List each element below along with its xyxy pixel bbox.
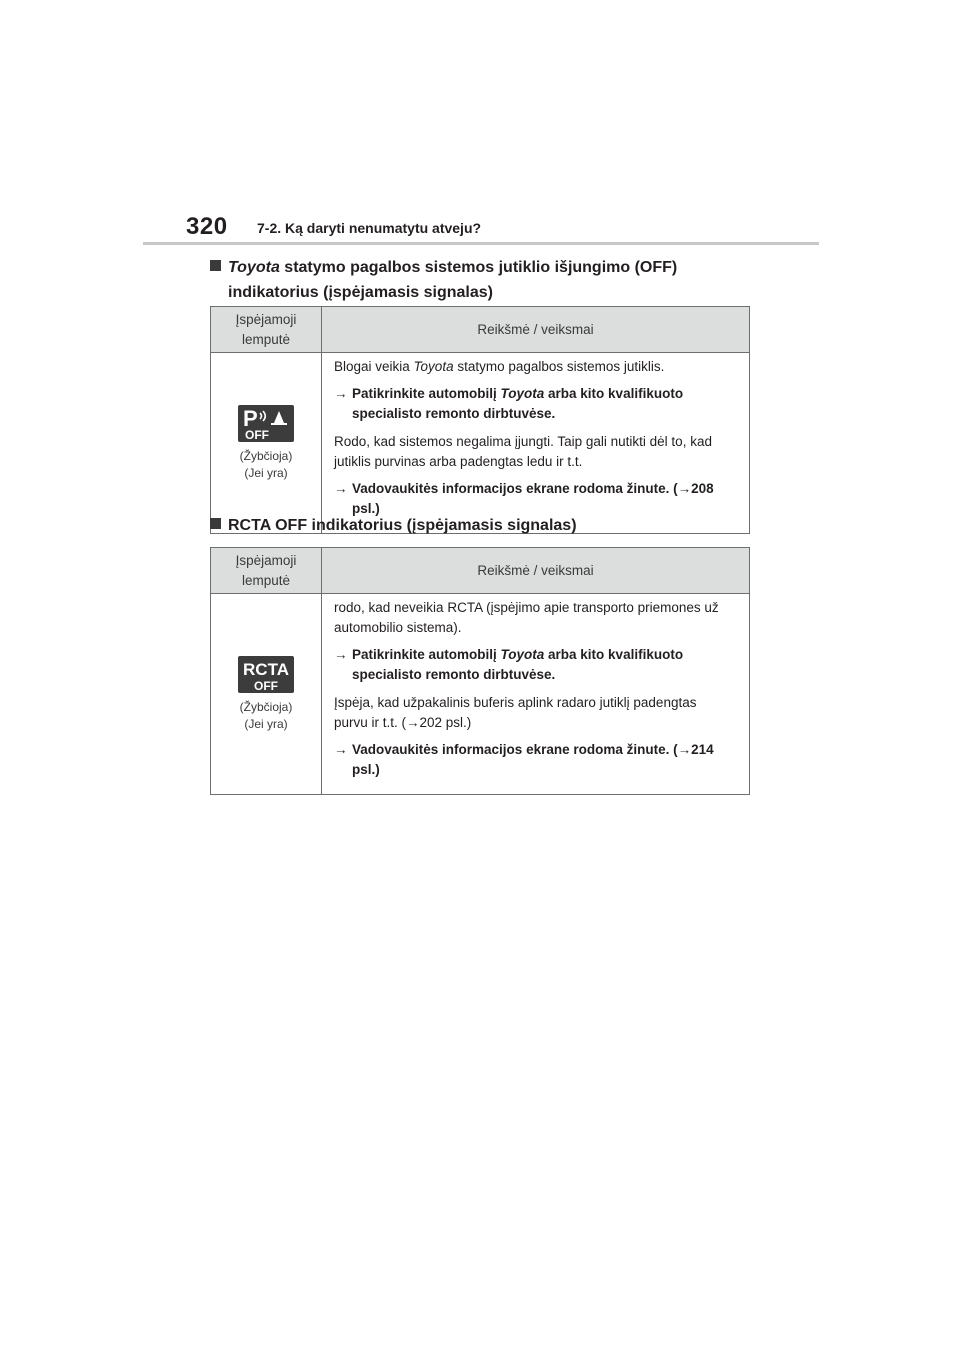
warning-table-rcta — [210, 547, 750, 795]
lamp-cell — [211, 353, 322, 534]
text-part: rodo, kad neveikia RCTA (įspėjimo apie transporto priemones už — [334, 600, 719, 615]
brand-text: Toyota — [500, 647, 545, 662]
column-header-lamp — [211, 307, 322, 353]
parking-letter: P — [243, 405, 258, 431]
title-text: RCTA OFF indikatorius (įspėjamasis signalas) — [228, 517, 577, 534]
column-header-meaning: Reikšmė / veiksmai — [322, 307, 750, 353]
header-divider — [143, 242, 819, 245]
title-brand: Toyota — [228, 259, 280, 276]
column-header-lamp-line2: lemputė — [241, 331, 291, 347]
action-item — [334, 645, 743, 685]
arrow-right-icon: → — [334, 742, 348, 757]
action-item — [334, 384, 743, 424]
text-part: Vadovaukitės informacijos ekrane rodoma žinute. ( — [352, 742, 678, 757]
meaning-cell — [322, 353, 750, 534]
rcta-off-icon — [238, 656, 294, 693]
page-ref-arrow-icon: → — [677, 742, 692, 757]
column-header-lamp — [211, 548, 322, 594]
text-part: arba kito kvalifikuoto — [544, 647, 684, 662]
meaning-text — [334, 693, 743, 733]
parking-sensor-glyph — [238, 405, 294, 442]
meaning-text — [334, 598, 743, 638]
text-part: purvu ir t.t. ( — [334, 715, 407, 730]
text-part: Patikrinkite automobilį — [352, 386, 501, 401]
rcta-glyph — [238, 656, 294, 693]
page-ref-arrow-icon: → — [677, 481, 692, 496]
lamp-cell — [211, 594, 322, 795]
column-header-lamp-line1: Įspėjamoji — [235, 552, 297, 568]
off-label: OFF — [245, 427, 269, 442]
column-header-lamp-line1: Įspėjamoji — [235, 311, 297, 327]
warning-table-parking-sensor — [210, 306, 750, 534]
meaning-cell — [322, 594, 750, 795]
parking-sensor-off-icon — [238, 405, 294, 442]
text-part: specialisto remonto dirbtuvėse. — [352, 667, 556, 682]
brand-text: Toyota — [413, 359, 454, 374]
square-bullet-icon — [210, 518, 221, 529]
column-header-meaning: Reikšmė / veiksmai — [322, 548, 750, 594]
table-row — [211, 353, 750, 534]
page-reference: 214 — [691, 742, 714, 757]
page-reference: 202 psl.) — [419, 715, 472, 730]
title-text-line2: indikatorius (įspėjamasis signalas) — [228, 284, 493, 301]
page-header — [0, 0, 960, 246]
off-label: OFF — [254, 678, 278, 693]
lamp-note-if-equipped: (Jei yra) — [244, 465, 288, 480]
lamp-note-if-equipped: (Jei yra) — [244, 716, 288, 731]
text-part: psl.) — [352, 501, 380, 516]
text-part: specialisto remonto dirbtuvėse. — [352, 406, 556, 421]
page-number: 320 — [186, 213, 228, 240]
text-part: automobilio sistema). — [334, 620, 462, 635]
meaning-text — [334, 432, 743, 472]
text-part: jutiklis purvinas arba padengtas ledu ir t.t. — [334, 454, 583, 469]
arrow-right-icon: → — [334, 386, 348, 401]
title-text: statymo pagalbos sistemos jutiklio išjungimo (OFF) — [279, 259, 678, 276]
lamp-note-flashing: (Žybčioja) — [239, 448, 293, 463]
section-title-parking-sensor — [210, 255, 755, 305]
column-header-lamp-line2: lemputė — [241, 572, 291, 588]
section-title-rcta — [210, 513, 755, 538]
text-part: Vadovaukitės informacijos ekrane rodoma žinute. ( — [352, 481, 678, 496]
text-part: statymo pagalbos sistemos jutiklis. — [453, 359, 665, 374]
text-part: Įspėja, kad užpakalinis buferis aplink radaro jutiklį padengtas — [334, 695, 697, 710]
brand-text: Toyota — [500, 386, 545, 401]
text-part: Rodo, kad sistemos negalima įjungti. Taip gali nutikti dėl to, kad — [334, 434, 712, 449]
table-header-row — [211, 307, 750, 353]
chapter-title: 7-2. Ką daryti nenumatytu atveju? — [257, 220, 482, 236]
table-header-row — [211, 548, 750, 594]
table-row — [211, 594, 750, 795]
arrow-right-icon: → — [334, 647, 348, 662]
lamp-note-flashing: (Žybčioja) — [239, 699, 293, 714]
page-ref-arrow-icon: → — [406, 715, 420, 730]
text-part: Patikrinkite automobilį — [352, 647, 501, 662]
text-part: arba kito kvalifikuoto — [544, 386, 684, 401]
meaning-text — [334, 357, 743, 377]
square-bullet-icon — [210, 260, 221, 271]
rcta-label: RCTA — [243, 659, 289, 679]
page-reference: 208 — [691, 481, 714, 496]
action-item — [334, 740, 743, 780]
text-part: psl.) — [352, 762, 380, 777]
text-part: Blogai veikia — [334, 359, 414, 374]
arrow-right-icon: → — [334, 481, 348, 496]
